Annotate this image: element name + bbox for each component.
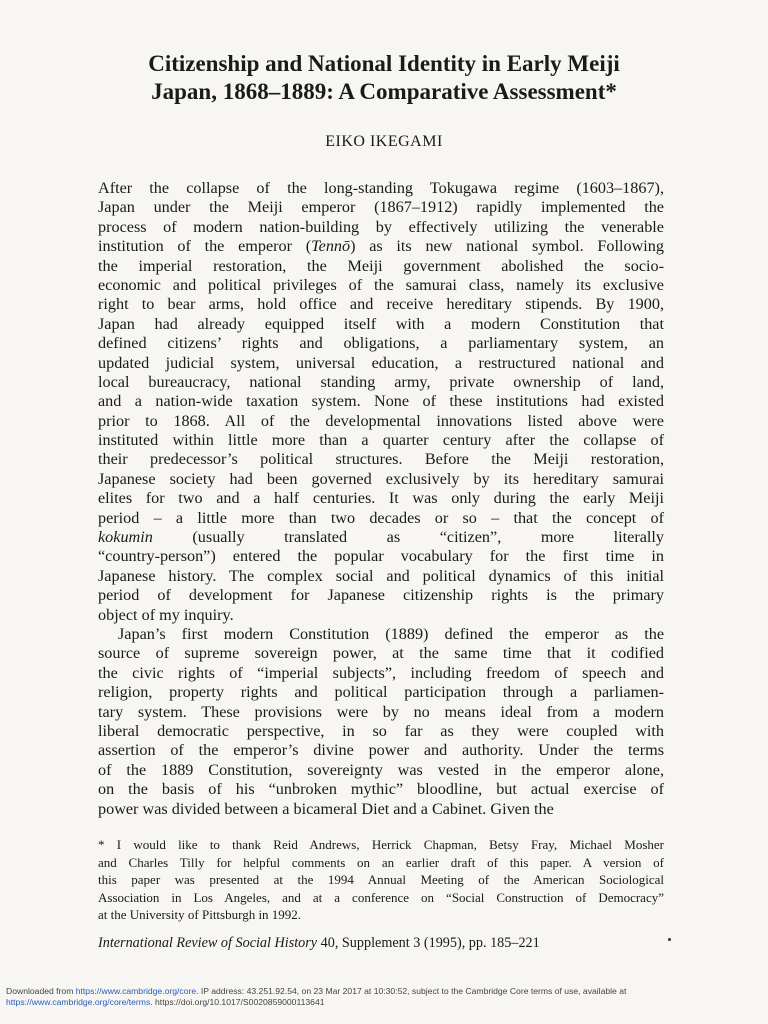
foreign-term: kokumin: [98, 528, 153, 547]
body-line: prior to 1868. All of the developmental innovations listed above were: [98, 411, 664, 430]
body-line: the imperial restoration, the Meiji government abolished the socio-: [98, 256, 664, 275]
title-line-1: Citizenship and National Identity in Early Meiji: [148, 51, 620, 76]
body-line: Japan under the Meiji emperor (1867–1912) rapidly implemented the: [98, 198, 664, 217]
body-line: kokumin (usually translated as “citizen”, more literally: [98, 528, 664, 547]
body-line: their predecessor’s political structures. Before the Meiji restoration,: [98, 450, 664, 469]
body-line: religion, property rights and political participation through a parliamen-: [98, 683, 664, 702]
body-line: and a nation-wide taxation system. None of these institutions had existed: [98, 392, 664, 411]
body-line: local bureaucracy, national standing army, private ownership of land,: [98, 372, 664, 391]
cambridge-core-link[interactable]: https://www.cambridge.org/core: [75, 986, 197, 996]
body-line: of the 1889 Constitution, sovereignty was vested in the emperor alone,: [98, 760, 664, 779]
body-line: the civic rights of “imperial subjects”, including freedom of speech and: [98, 663, 664, 682]
body-line: power was divided between a bicameral Diet and a Cabinet. Given the: [98, 799, 554, 818]
author-name: EIKO IKEGAMI: [325, 133, 443, 150]
body-line: updated judicial system, universal education, a restructured national and: [98, 353, 664, 372]
download-notice: [6, 986, 762, 1008]
footnote-line: Association in Los Angeles, and at a conference on “Social Construction of Democracy”: [98, 889, 664, 905]
paper-title: [60, 50, 708, 106]
journal-volume-pages: 40, Supplement 3 (1995), pp. 185–221: [317, 935, 540, 951]
body-line: institution of the emperor (Tennō) as its new national symbol. Following: [98, 237, 664, 256]
body-line: Japan had already equipped itself with a modern Constitution that: [98, 314, 664, 333]
foreign-term: Tennō: [311, 237, 351, 256]
journal-name: International Review of Social History: [98, 935, 318, 951]
body-line: After the collapse of the long-standing Tokugawa regime (1603–1867),: [98, 179, 664, 197]
body-line: period – a little more than two decades or so – that the concept of: [98, 508, 664, 527]
body-line: instituted within little more than a quarter century after the collapse of: [98, 431, 664, 450]
article-body: [98, 179, 664, 819]
body-line: tary system. These provisions were by no means ideal from a modern: [98, 702, 664, 721]
footnote-line: at the University of Pittsburgh in 1992.: [98, 907, 302, 923]
body-line: source of supreme sovereign power, at the same time that it codified: [98, 644, 664, 663]
body-line: liberal democratic perspective, in so far as they were coupled with: [98, 721, 664, 740]
body-line: elites for two and a half centuries. It was only during the early Meiji: [98, 489, 664, 508]
body-line: assertion of the emperor’s divine power and authority. Under the terms: [98, 741, 664, 760]
body-line: right to bear arms, hold office and receive hereditary stipends. By 1900,: [98, 295, 664, 314]
download-prefix: Downloaded from: [6, 986, 76, 996]
footnote-line: this paper was presented at the 1994 Annual Meeting of the American Sociological: [98, 872, 664, 888]
acknowledgement-footnote: [98, 836, 664, 924]
journal-citation: [98, 935, 540, 952]
stray-dot: [668, 938, 671, 941]
body-line: process of modern nation-building by effectively utilizing the venerable: [98, 217, 664, 236]
body-line: Japanese society had been governed exclusively by its hereditary samurai: [98, 469, 664, 488]
body-line: Japanese history. The complex social and political dynamics of this initial: [98, 566, 664, 585]
body-line: defined citizens’ rights and obligations, a parliamentary system, an: [98, 334, 664, 353]
body-line: Japan’s first modern Constitution (1889) defined the emperor as the: [118, 624, 664, 643]
cambridge-terms-link[interactable]: https://www.cambridge.org/core/terms: [6, 997, 151, 1007]
body-line: object of my inquiry.: [98, 605, 234, 624]
footnote-line: and Charles Tilly for helpful comments on an earlier draft of this paper. A version of: [98, 854, 664, 870]
body-line: period of development for Japanese citizenship rights is the primary: [98, 586, 664, 605]
body-line: on the basis of his “unbroken mythic” bloodline, but actual exercise of: [98, 780, 664, 799]
footnote-line: * I would like to thank Reid Andrews, Herrick Chapman, Betsy Fray, Michael Mosher: [98, 837, 664, 852]
doi-text: . https://doi.org/10.1017/S0020859000113641: [150, 997, 325, 1007]
body-line: economic and political privileges of the samurai class, namely its exclusive: [98, 275, 664, 294]
body-line: “country-person”) entered the popular vocabulary for the first time in: [98, 547, 664, 566]
title-line-2: Japan, 1868–1889: A Comparative Assessment*: [151, 79, 617, 104]
download-middle: . IP address: 43.251.92.54, on 23 Mar 2017 at 10:30:52, subject to the Cambridge Core terms of use, available at: [196, 986, 627, 996]
